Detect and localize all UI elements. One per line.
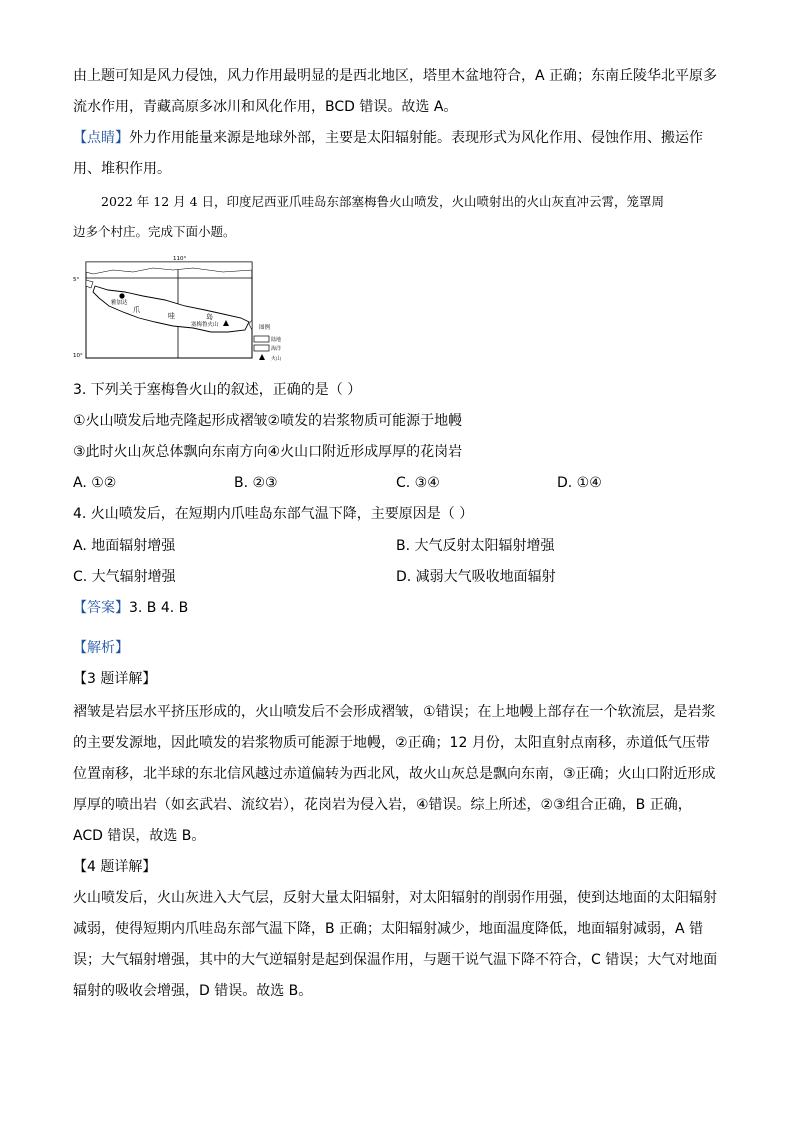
legend-volcano-label: 火山 [271,356,282,362]
detail3-line-4: 厚厚的喷出岩（如玄武岩、流纹岩），花岗岩为侵入岩，④错误。综上所述，②③组合正确，B 正确， [73,797,692,813]
detail3-line-3: 位置南移，北半球的东北信风越过赤道偏转为西北风，故火山灰总是飘向东南，③正确；火山口附近形成 [73,766,716,782]
volcano-label: 塞梅鲁火山 [191,322,219,328]
legend-land-swatch [254,336,269,342]
dianjing-line1 [73,128,703,148]
q3-option-b: B. ②③ [234,475,278,491]
q3-statement-1: ①火山喷发后地壳隆起形成褶皱②喷发的岩浆物质可能源于地幔 [73,413,463,429]
map-svg [73,256,283,368]
q4-option-d: D. 减弱大气吸收地面辐射 [396,569,556,585]
q4-stem: 4. 火山喷发后，在短期内爪哇岛东部气温下降，主要原因是（ ） [73,506,474,522]
q4-option-b: B. 大气反射太阳辐射增强 [396,538,555,554]
java-island-map [73,256,283,368]
dianjing-line2: 用、堆积作用。 [73,161,171,177]
q3-option-d: D. ①④ [557,475,602,491]
analysis-tag: 【解析】 [73,640,129,656]
legend-title: 图例 [259,325,271,331]
intro-line2: 边多个村庄。完成下面小题。 [73,224,236,239]
q3-option-c: C. ③④ [396,475,440,491]
dianjing-text: 外力作用能量来源是地球外部，主要是太阳辐射能。表现形式为风化作用、侵蚀作用、搬运作 [129,130,703,146]
detail4-tag: 【4 题详解】 [73,859,157,875]
island-char-3: 岛 [206,313,213,321]
q4-option-a: A. 地面辐射增强 [73,538,176,554]
jakarta-dot [119,293,124,298]
jakarta-label: 雅加达 [111,300,128,306]
q3-option-a: A. ①② [73,475,117,491]
q3-statement-2: ③此时火山灰总体飘向东南方向④火山口附近形成厚厚的花岗岩 [73,444,463,460]
legend-land-label: 陆地 [271,337,282,343]
answer-text: 3. B 4. B [129,600,189,616]
detail4-line-4: 辐射的吸收会增强，D 错误。故选 B。 [73,983,313,999]
detail4-line-3: 误；大气辐射增强，其中的大气逆辐射是起到保温作用，与题干说气温下降不符合，C 错误；大气对地面 [73,952,718,968]
answer-line [73,598,188,618]
island-char-2: 哇 [168,312,175,320]
para1-line1: 由上题可知是风力侵蚀，风力作用最明显的是西北地区，塔里木盆地符合，A 正确；东南丘陵华北平原多 [73,68,718,84]
detail3-tag: 【3 题详解】 [73,671,157,687]
detail3-line-5: ACD 错误，故选 B。 [73,828,206,844]
lon-label: 110° [173,256,187,262]
q4-option-c: C. 大气辐射增强 [73,569,176,585]
para1-line2: 流水作用，青藏高原多冰川和风化作用，BCD 错误。故选 A。 [73,99,458,115]
legend-volcano-symbol [259,354,265,360]
answer-tag: 【答案】 [73,600,129,616]
detail4-line-1: 火山喷发后，火山灰进入大气层，反射大量太阳辐射，对太阳辐射的削弱作用强，使到达地面的太阳辐射 [73,890,717,906]
legend-sea-label: 海洋 [271,346,282,352]
detail3-line-2: 的主要发源地，因此喷发的岩浆物质可能源于地幔，②正确；12 月份，太阳直射点南移，赤道低气压带 [73,735,710,751]
q3-stem: 3. 下列关于塞梅鲁火山的叙述，正确的是（ ） [73,382,362,398]
island-char-1: 爪 [133,306,140,314]
lat-top-label: 5° [73,277,80,283]
dianjing-tag: 【点睛】 [73,130,129,146]
intro-line1: 2022 年 12 月 4 日，印度尼西亚爪哇岛东部塞梅鲁火山喷发，火山喷射出的火山灰直冲云霄，笼罩周 [101,194,665,209]
detail4-line-2: 减弱，使得短期内爪哇岛东部气温下降，B 正确；太阳辐射减少，地面温度降低，地面辐射减弱，A 错 [73,921,704,937]
lat-bottom-label: 10° [73,353,83,359]
detail3-line-1: 褶皱是岩层水平挤压形成的，火山喷发后不会形成褶皱，①错误；在上地幔上部存在一个软流层，是岩浆 [73,704,716,720]
legend-sea-swatch [254,345,269,351]
